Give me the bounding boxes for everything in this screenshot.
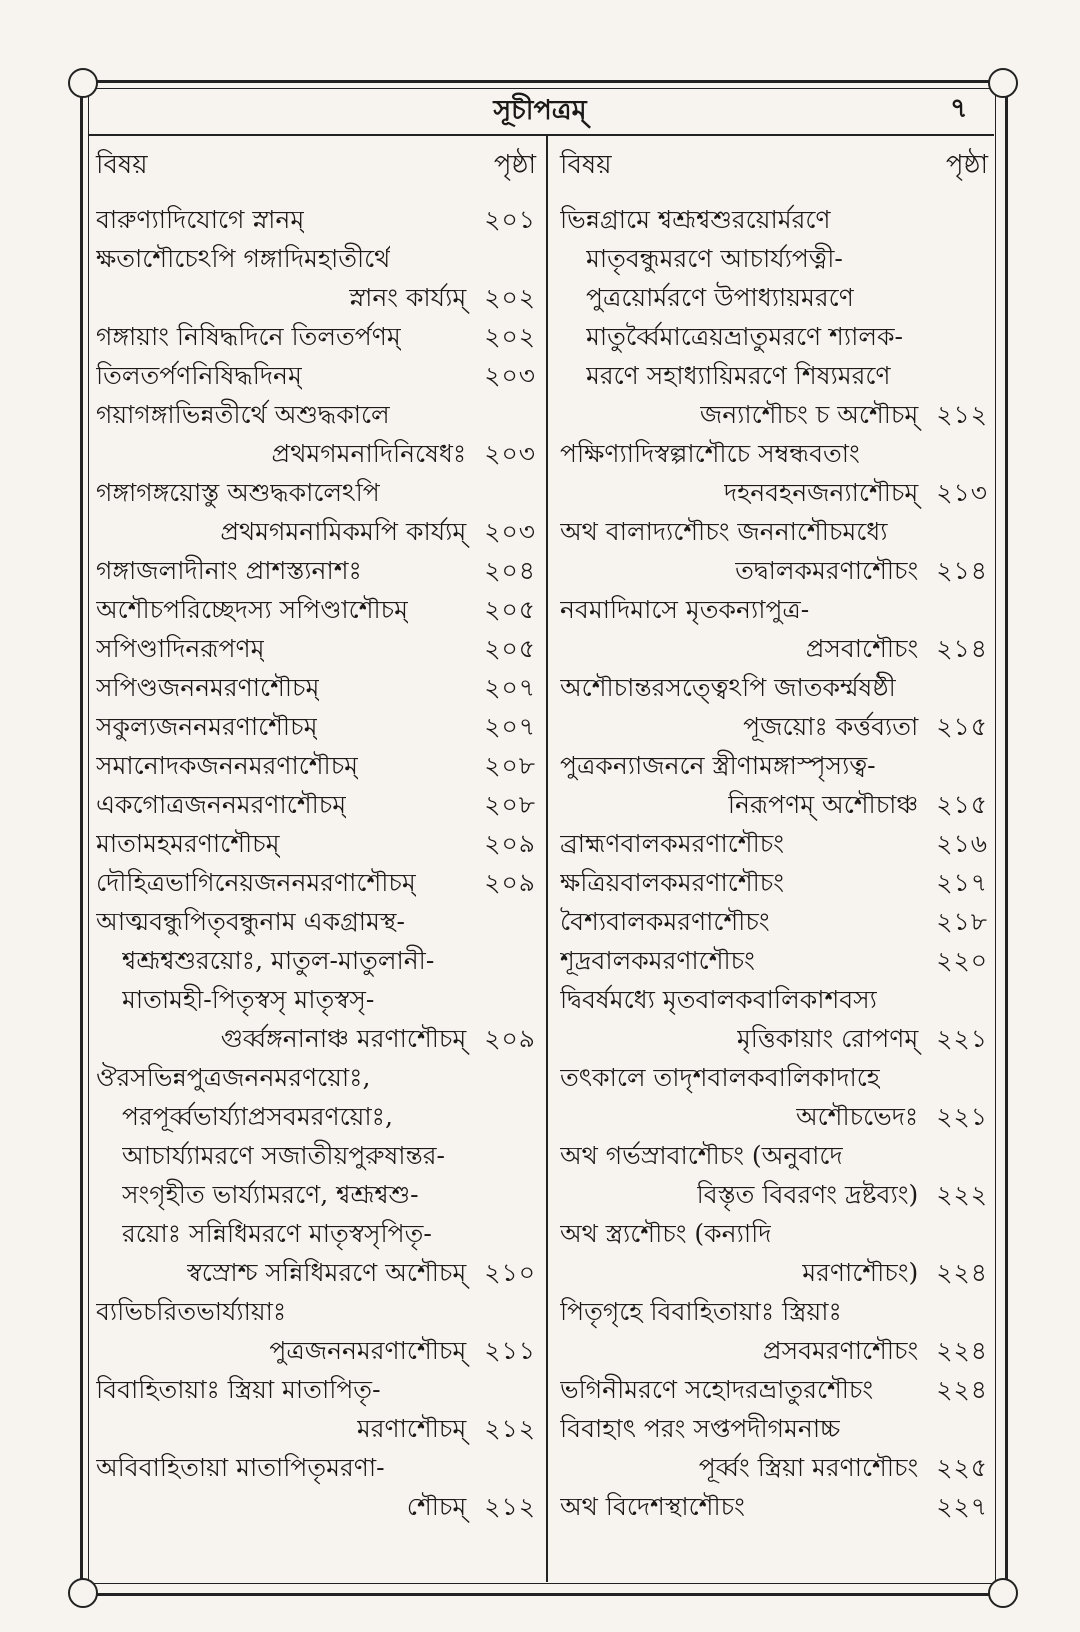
toc-entry (96, 707, 536, 746)
entry-text: পিতৃগৃহে বিবাহিতায়াঃ স্ত্রিয়াঃ (560, 1297, 842, 1326)
toc-entry (560, 1292, 988, 1370)
toc-entry (560, 824, 988, 863)
entry-text: মরণাশৌচম্ (356, 1414, 467, 1443)
entry-page-number: ২১১ (484, 1336, 536, 1365)
toc-line (96, 200, 536, 239)
entry-page-number: ২২৪ (936, 1375, 988, 1404)
column-header (96, 142, 536, 188)
toc-line (96, 941, 536, 980)
toc-entry (96, 1292, 536, 1370)
toc-line (560, 941, 988, 980)
page-number: ৭ (950, 93, 968, 124)
toc-entry (96, 746, 536, 785)
toc-entry (96, 239, 536, 317)
toc-entry (560, 590, 988, 668)
entry-text: পূজয়োঃ কর্ত্তব্যতা (743, 712, 919, 741)
entry-text: অশৌচান্তরসত্ত্বেঽপি জাতকর্ম্মষষ্ঠী (560, 673, 896, 702)
toc-entry (96, 785, 536, 824)
toc-line (560, 746, 988, 785)
toc-entry (96, 356, 536, 395)
toc-entry (96, 629, 536, 668)
entry-text: বিস্তৃত বিবরণং দ্রষ্টব্যং) (696, 1180, 919, 1209)
toc-line (96, 1370, 536, 1409)
entry-page-number: ২০৮ (484, 751, 536, 780)
entry-page-number: ২১৪ (936, 634, 988, 663)
entry-text: প্রসবাশৌচং (805, 634, 919, 663)
entry-text: সপিণ্ডাদিনরূপণম্ (96, 634, 265, 663)
toc-line (96, 473, 536, 512)
toc-entry (96, 551, 536, 590)
toc-line (560, 1487, 988, 1526)
toc-line (96, 629, 536, 668)
entry-text: গঙ্গায়াং নিষিদ্ধদিনে তিলতর্পণম্ (96, 322, 401, 351)
entry-text: সকুল্যজননমরণাশৌচম্ (96, 712, 318, 741)
entry-text: প্রথমগমনাদিনিষেধঃ (271, 439, 467, 468)
entry-text: গঙ্গাগঙ্গয়োস্তু অশুদ্ধকালেঽপি (96, 478, 380, 507)
subject-heading: বিষয় (96, 150, 148, 180)
toc-line (96, 590, 536, 629)
entry-page-number: ২০৩ (484, 517, 536, 546)
entry-text: শ্বশ্রূশ্বশুরয়োঃ, মাতুল-মাতুলানী- (122, 946, 435, 975)
toc-line (560, 590, 988, 629)
entry-text: অথ বিদেশস্থাশৌচং (560, 1492, 745, 1521)
toc-line (96, 1448, 536, 1487)
entry-text: মরণাশৌচং) (802, 1258, 919, 1287)
entry-text: আচার্য্যামরণে সজাতীয়পুরুষান্তর- (122, 1141, 445, 1170)
toc-entry (560, 512, 988, 590)
toc-line (560, 902, 988, 941)
entry-text: দৌহিত্রভাগিনেয়জননমরণাশৌচম্ (96, 868, 416, 897)
toc-line (96, 1331, 536, 1370)
entry-page-number: ২০২ (484, 322, 536, 351)
entry-text: রয়োঃ সন্নিধিমরণে মাতৃস্বসৃপিতৃ- (122, 1219, 432, 1248)
toc-entry (96, 824, 536, 863)
toc-entry (560, 941, 988, 980)
entry-page-number: ২০৭ (484, 712, 536, 741)
entry-text: একগোত্রজননমরণাশৌচম্ (96, 790, 347, 819)
entry-page-number: ২০৯ (484, 868, 536, 897)
toc-entry (96, 1058, 536, 1292)
entry-page-number: ২১৪ (936, 556, 988, 585)
entry-text: স্বস্রোশ্চ সন্নিধিমরণে অশৌচম্ (186, 1258, 467, 1287)
toc-line (96, 1253, 536, 1292)
entry-page-number: ২১২ (484, 1492, 536, 1521)
entry-page-number: ২০৯ (484, 829, 536, 858)
toc-line (560, 434, 988, 473)
toc-line (96, 512, 536, 551)
entry-text: গুর্ব্বঙ্গনানাঞ্চ মরণাশৌচম্ (220, 1024, 467, 1053)
entry-page-number: ২০৩ (484, 439, 536, 468)
entry-text: দ্বিবর্ষমধ্যে মৃতবালকবালিকাশবস্য (560, 985, 877, 1014)
entry-page-number: ২০২ (484, 283, 536, 312)
toc-line (96, 395, 536, 434)
entry-page-number: ২১০ (484, 1258, 536, 1287)
entry-page-number: ২২৪ (936, 1336, 988, 1365)
toc-line (96, 1409, 536, 1448)
entry-text: সপিণ্ডজননমরণাশৌচম্ (96, 673, 320, 702)
entry-page-number: ২০৯ (484, 1024, 536, 1053)
entry-text: ভিন্নগ্রামে শ্বশ্রূশ্বশুরয়োর্মরণে (560, 205, 831, 234)
entry-page-number: ২২০ (936, 946, 988, 975)
toc-entry (96, 395, 536, 473)
entry-page-number: ২১৫ (936, 790, 988, 819)
entry-text: ঔরসভিন্নপুত্রজননমরণয়োঃ, (96, 1063, 371, 1092)
entry-page-number: ২১৮ (936, 907, 988, 936)
entry-text: অথ বালাদ্যশৌচং জননাশৌচমধ্যে (560, 517, 888, 546)
toc-line (560, 707, 988, 746)
toc-line (96, 668, 536, 707)
toc-line (560, 1370, 988, 1409)
toc-line (560, 1097, 988, 1136)
toc-entry (560, 902, 988, 941)
entry-text: পক্ষিণ্যাদিস্বল্পাশৌচে সম্বন্ধবতাং (560, 439, 860, 468)
entry-text: জন্যাশৌচং চ অশৌচম্ (699, 400, 919, 429)
entry-page-number: ২২১ (936, 1102, 988, 1131)
toc-line (560, 1331, 988, 1370)
toc-line (560, 512, 988, 551)
entry-text: গঙ্গাজলাদীনাং প্রাশস্ত্যনাশঃ (96, 556, 362, 585)
toc-line (560, 200, 988, 239)
toc-line (560, 1175, 988, 1214)
entry-text: অথ স্ত্র্যশৌচং (কন্যাদি (560, 1219, 772, 1248)
subject-heading: বিষয় (560, 150, 612, 180)
toc-line (560, 824, 988, 863)
toc-entry (96, 668, 536, 707)
toc-line (96, 1214, 536, 1253)
entry-text: বিবাহাৎ পরং সপ্তপদীগমনাচ্চ (560, 1414, 841, 1443)
toc-line (96, 980, 536, 1019)
header-divider (88, 134, 994, 136)
toc-line (96, 1292, 536, 1331)
entry-text: মৃত্তিকায়াং রোপণম্ (736, 1024, 919, 1053)
entry-text: অথ গর্ভস্রাবাশৌচং (অনুবাদে (560, 1141, 843, 1170)
toc-entry (560, 434, 988, 512)
entry-page-number: ২১৭ (936, 868, 988, 897)
toc-entry (560, 200, 988, 434)
toc-entry (560, 746, 988, 824)
toc-line (560, 356, 988, 395)
toc-line (96, 785, 536, 824)
toc-entry (560, 1409, 988, 1487)
entry-text: অশৌচভেদঃ (795, 1102, 919, 1131)
entry-page-number: ২০৭ (484, 673, 536, 702)
toc-entry (96, 473, 536, 551)
entry-text: সংগৃহীত ভার্য্যামরণে, শ্বশ্রূশ্বশু- (122, 1180, 419, 1209)
column-divider (546, 136, 548, 1582)
page-heading: পৃষ্ঠা (945, 150, 988, 180)
entry-text: নিরূপণম্ অশৌচাঞ্চ (727, 790, 919, 819)
entry-text: তৎকালে তাদৃশবালকবালিকাদাহে (560, 1063, 880, 1092)
entry-text: ক্ষত্রিয়বালকমরণাশৌচং (560, 868, 785, 897)
toc-line (560, 785, 988, 824)
toc-line (96, 1487, 536, 1526)
entry-text: গয়াগঙ্গাভিন্নতীর্থে অশুদ্ধকালে (96, 400, 390, 429)
toc-line (96, 824, 536, 863)
entry-text: বিবাহিতায়াঃ স্ত্রিয়া মাতাপিতৃ- (96, 1375, 381, 1404)
toc-line (560, 395, 988, 434)
toc-line (560, 980, 988, 1019)
toc-line (96, 1097, 536, 1136)
entry-text: মাতুর্ব্বৈমাত্রেয়ভ্রাতুমরণে শ্যালক- (586, 322, 903, 351)
toc-entry (560, 1058, 988, 1136)
entry-text: শূদ্রবালকমরণাশৌচং (560, 946, 755, 975)
entry-page-number: ২১৩ (936, 478, 988, 507)
toc-entries (560, 200, 988, 1526)
entry-page-number: ২১২ (936, 400, 988, 429)
toc-entry (96, 1370, 536, 1448)
toc-line (96, 1019, 536, 1058)
entry-page-number: ২২৪ (936, 1258, 988, 1287)
entry-text: মাতৃবন্ধুমরণে আচার্য্যপত্নী- (586, 244, 843, 273)
toc-entry (560, 1370, 988, 1409)
entry-text: ভগিনীমরণে সহোদরভ্রাতুরশৌচং (560, 1375, 874, 1404)
entry-text: দহনবহনজন্যাশৌচম্ (723, 478, 919, 507)
entry-text: পুত্রকন্যাজননে স্ত্রীণামঙ্গাস্পৃস্যত্ব- (560, 751, 876, 780)
entry-page-number: ২১৬ (936, 829, 988, 858)
toc-entry (560, 1487, 988, 1526)
entry-page-number: ২২১ (936, 1024, 988, 1053)
toc-entry (560, 1214, 988, 1292)
corner-ornament (68, 1578, 98, 1608)
entry-text: প্রথমগমনামিকমপি কার্য্যম্ (220, 517, 467, 546)
entry-page-number: ২২৫ (936, 1453, 988, 1482)
entry-text: মাতামহমরণাশৌচম্ (96, 829, 280, 858)
entry-page-number: ২০৪ (484, 556, 536, 585)
page-title: সূচীপত্রম্ (493, 95, 587, 126)
toc-line (560, 1058, 988, 1097)
toc-entry (560, 863, 988, 902)
entry-page-number: ২০৩ (484, 361, 536, 390)
toc-line (560, 1136, 988, 1175)
toc-entry (96, 1448, 536, 1526)
entry-text: ব্যভিচরিতভার্য্যায়াঃ (96, 1297, 287, 1326)
toc-line (560, 551, 988, 590)
toc-line (96, 746, 536, 785)
column-header (560, 142, 988, 188)
toc-line (560, 1448, 988, 1487)
toc-line (96, 1136, 536, 1175)
toc-line (560, 1019, 988, 1058)
entry-text: শৌচম্ (406, 1492, 467, 1521)
toc-entry (96, 902, 536, 1058)
toc-line (96, 1175, 536, 1214)
entry-page-number: ২০৫ (484, 634, 536, 663)
entry-text: ব্রাহ্মণবালকমরণাশৌচং (560, 829, 784, 858)
toc-line (560, 629, 988, 668)
toc-entry (96, 317, 536, 356)
entry-text: পরপূর্ব্বভার্য্যাপ্রসবমরণয়োঃ, (122, 1102, 393, 1131)
entry-text: প্রসবমরণাশৌচং (762, 1336, 919, 1365)
toc-line (96, 707, 536, 746)
corner-ornament (988, 1578, 1018, 1608)
entry-text: বৈশ্যবালকমরণাশৌচং (560, 907, 770, 936)
toc-line (560, 278, 988, 317)
toc-line (96, 356, 536, 395)
toc-entries (96, 200, 536, 1526)
entry-text: পুত্রয়োর্মরণে উপাধ্যায়মরণে (586, 283, 854, 312)
entry-page-number: ২০১ (484, 205, 536, 234)
toc-line (560, 317, 988, 356)
entry-text: নবমাদিমাসে মৃতকন্যাপুত্র- (560, 595, 810, 624)
toc-line (560, 863, 988, 902)
entry-text: অবিবাহিতায়া মাতাপিতৃমরণা- (96, 1453, 385, 1482)
toc-line (560, 1214, 988, 1253)
toc-entry (96, 590, 536, 629)
entry-text: পূর্ব্বং স্ত্রিয়া মরণাশৌচং (698, 1453, 919, 1482)
toc-line (96, 278, 536, 317)
toc-entry (96, 200, 536, 239)
entry-page-number: ২১২ (484, 1414, 536, 1443)
toc-line (96, 434, 536, 473)
entry-text: তদ্বালকমরণাশৌচং (735, 556, 919, 585)
toc-line (96, 902, 536, 941)
toc-line (560, 1253, 988, 1292)
entry-text: সমানোদকজননমরণাশৌচম্ (96, 751, 359, 780)
entry-text: অশৌচপরিচ্ছেদস্য সপিণ্ডাশৌচম্ (96, 595, 409, 624)
entry-page-number: ২০৮ (484, 790, 536, 819)
toc-line (560, 473, 988, 512)
toc-line (96, 551, 536, 590)
entry-text: তিলতর্পণনিষিদ্ধদিনম্ (96, 361, 302, 390)
toc-column-right (560, 142, 988, 1526)
entry-page-number: ২০৫ (484, 595, 536, 624)
toc-entry (560, 980, 988, 1058)
entry-page-number: ২২২ (936, 1180, 988, 1209)
page-heading: পৃষ্ঠা (493, 150, 536, 180)
toc-line (96, 317, 536, 356)
toc-line (96, 1058, 536, 1097)
toc-line (560, 668, 988, 707)
entry-text: স্নানং কার্য্যম্ (349, 283, 467, 312)
entry-page-number: ২২৭ (936, 1492, 988, 1521)
toc-entry (560, 668, 988, 746)
entry-text: বারুণ্যাদিযোগে স্নানম্ (96, 205, 305, 234)
toc-line (560, 239, 988, 278)
entry-text: পুত্রজননমরণাশৌচম্ (269, 1336, 467, 1365)
entry-text: মাতামহী-পিতৃস্বসৃ মাতৃস্বসৃ- (122, 985, 375, 1014)
toc-line (560, 1292, 988, 1331)
entry-text: মরণে সহাধ্যায়িমরণে শিষ্যমরণে (586, 361, 891, 390)
toc-line (96, 863, 536, 902)
toc-line (96, 239, 536, 278)
entry-page-number: ২১৫ (936, 712, 988, 741)
toc-entry (96, 863, 536, 902)
toc-column-left (96, 142, 536, 1526)
entry-text: ক্ষতাশৌচেঽপি গঙ্গাদিমহাতীর্থে (96, 244, 391, 273)
toc-line (560, 1409, 988, 1448)
entry-text: আত্মবন্ধুপিতৃবন্ধুনাম একগ্রামস্থ- (96, 907, 405, 936)
toc-entry (560, 1136, 988, 1214)
